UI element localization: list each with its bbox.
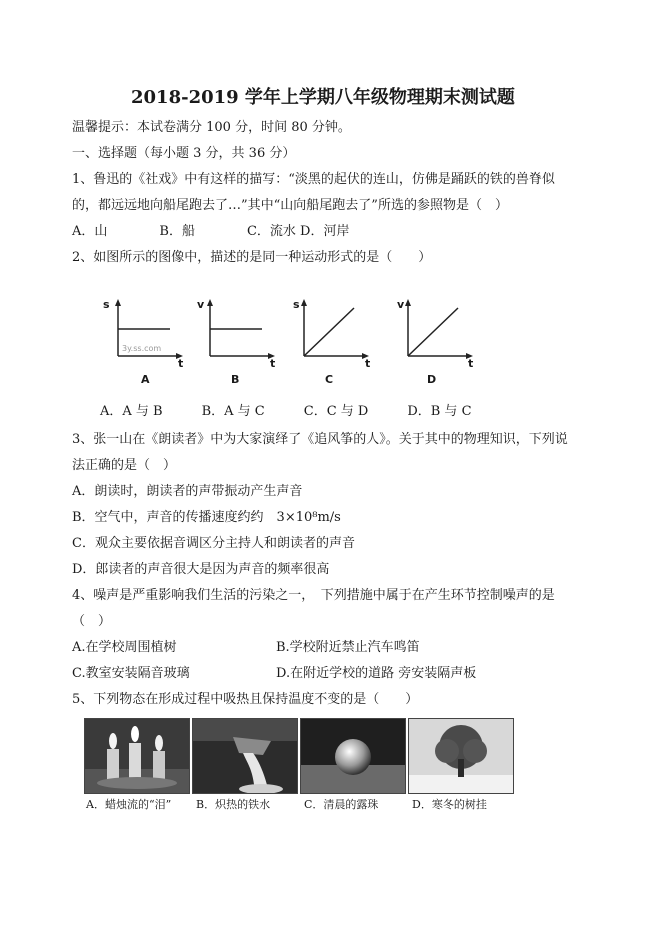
graph-a-x-label: t xyxy=(178,357,184,370)
q3-option-a: A．朗读时，朗读者的声带振动产生声音 xyxy=(72,484,303,499)
q2-options: A．A 与 B B．A 与 C C．C 与 D D．B 与 C xyxy=(100,404,472,419)
graph-b-x-label: t xyxy=(270,357,276,370)
q3-line2: 法正确的是（ ） xyxy=(72,458,177,473)
q1-options: A．山 B．船 C．流水 D．河岸 xyxy=(72,224,350,239)
graph-c-y-label: s xyxy=(293,298,300,311)
q4-option-d: D.在附近学校的道路 旁安装隔声板 xyxy=(276,666,477,681)
molten-iron-photo xyxy=(192,718,298,794)
q2-stem: 2、如图所示的图像中，描述的是同一种运动形式的是（ ） xyxy=(72,250,432,265)
q3-option-d: D．郎读者的声音很大是因为声音的频率很高 xyxy=(72,562,330,577)
graph-a xyxy=(100,296,185,368)
graph-c-label: C xyxy=(325,373,334,386)
q3-option-c: C．观众主要依据音调区分主持人和朗读者的声音 xyxy=(72,536,355,551)
q3-line1: 3、张一山在《朗读者》中为大家演绎了《追风筝的人》。关于其中的物理知识，下列说 xyxy=(72,432,568,447)
q5-caption-b: B．炽热的铁水 xyxy=(196,798,271,811)
q4-line2: （ ） xyxy=(72,614,112,629)
page-title: 2018-2019 学年上学期八年级物理期末测试题 xyxy=(131,87,515,108)
notice: 温馨提示：本试卷满分 100 分，时间 80 分钟。 xyxy=(72,120,351,135)
q5-stem: 5、下列物态在形成过程中吸热且保持温度不变的是（ ） xyxy=(72,692,419,707)
q3-option-b: B．空气中，声音的传播速度约约 3×10⁸m/s xyxy=(72,510,341,525)
q5-caption-a: A．蜡烛流的“泪” xyxy=(86,798,172,811)
graph-a-y-label: s xyxy=(103,298,110,311)
graph-c-x-label: t xyxy=(365,357,371,370)
graph-d-x-label: t xyxy=(468,357,474,370)
q1-line1: 1、鲁迅的《社戏》中有这样的描写：“淡黑的起伏的连山，仿佛是踊跃的铁的兽脊似 xyxy=(72,172,555,187)
graph-d-label: D xyxy=(427,373,437,386)
watermark: 3y.ss.com xyxy=(122,344,162,353)
q4-option-c: C.教室安装隔音玻璃 xyxy=(72,666,190,681)
graph-b-label: B xyxy=(231,373,240,386)
graph-b xyxy=(192,296,277,368)
q5-caption-c: C．清晨的露珠 xyxy=(304,798,379,811)
candle-photo xyxy=(84,718,190,794)
frosted-tree-photo xyxy=(408,718,514,794)
graph-a-label: A xyxy=(141,373,150,386)
q4-line1: 4、噪声是严重影响我们生活的污染之一， 下列措施中属于在产生环节控制噪声的是 xyxy=(72,588,555,603)
q5-caption-d: D．寒冬的树挂 xyxy=(412,798,487,811)
graph-b-y-label: v xyxy=(197,298,205,311)
graph-d-y-label: v xyxy=(397,298,405,311)
q4-option-a: A.在学校周围植树 xyxy=(72,640,177,655)
q4-option-b: B.学校附近禁止汽车鸣笛 xyxy=(276,640,420,655)
q1-line2: 的，都远远地向船尾跑去了…”其中“山向船尾跑去了”所选的参照物是（ ） xyxy=(72,198,508,213)
dew-drop-photo xyxy=(300,718,406,794)
section-heading: 一、选择题（每小题 3 分，共 36 分） xyxy=(72,146,296,161)
